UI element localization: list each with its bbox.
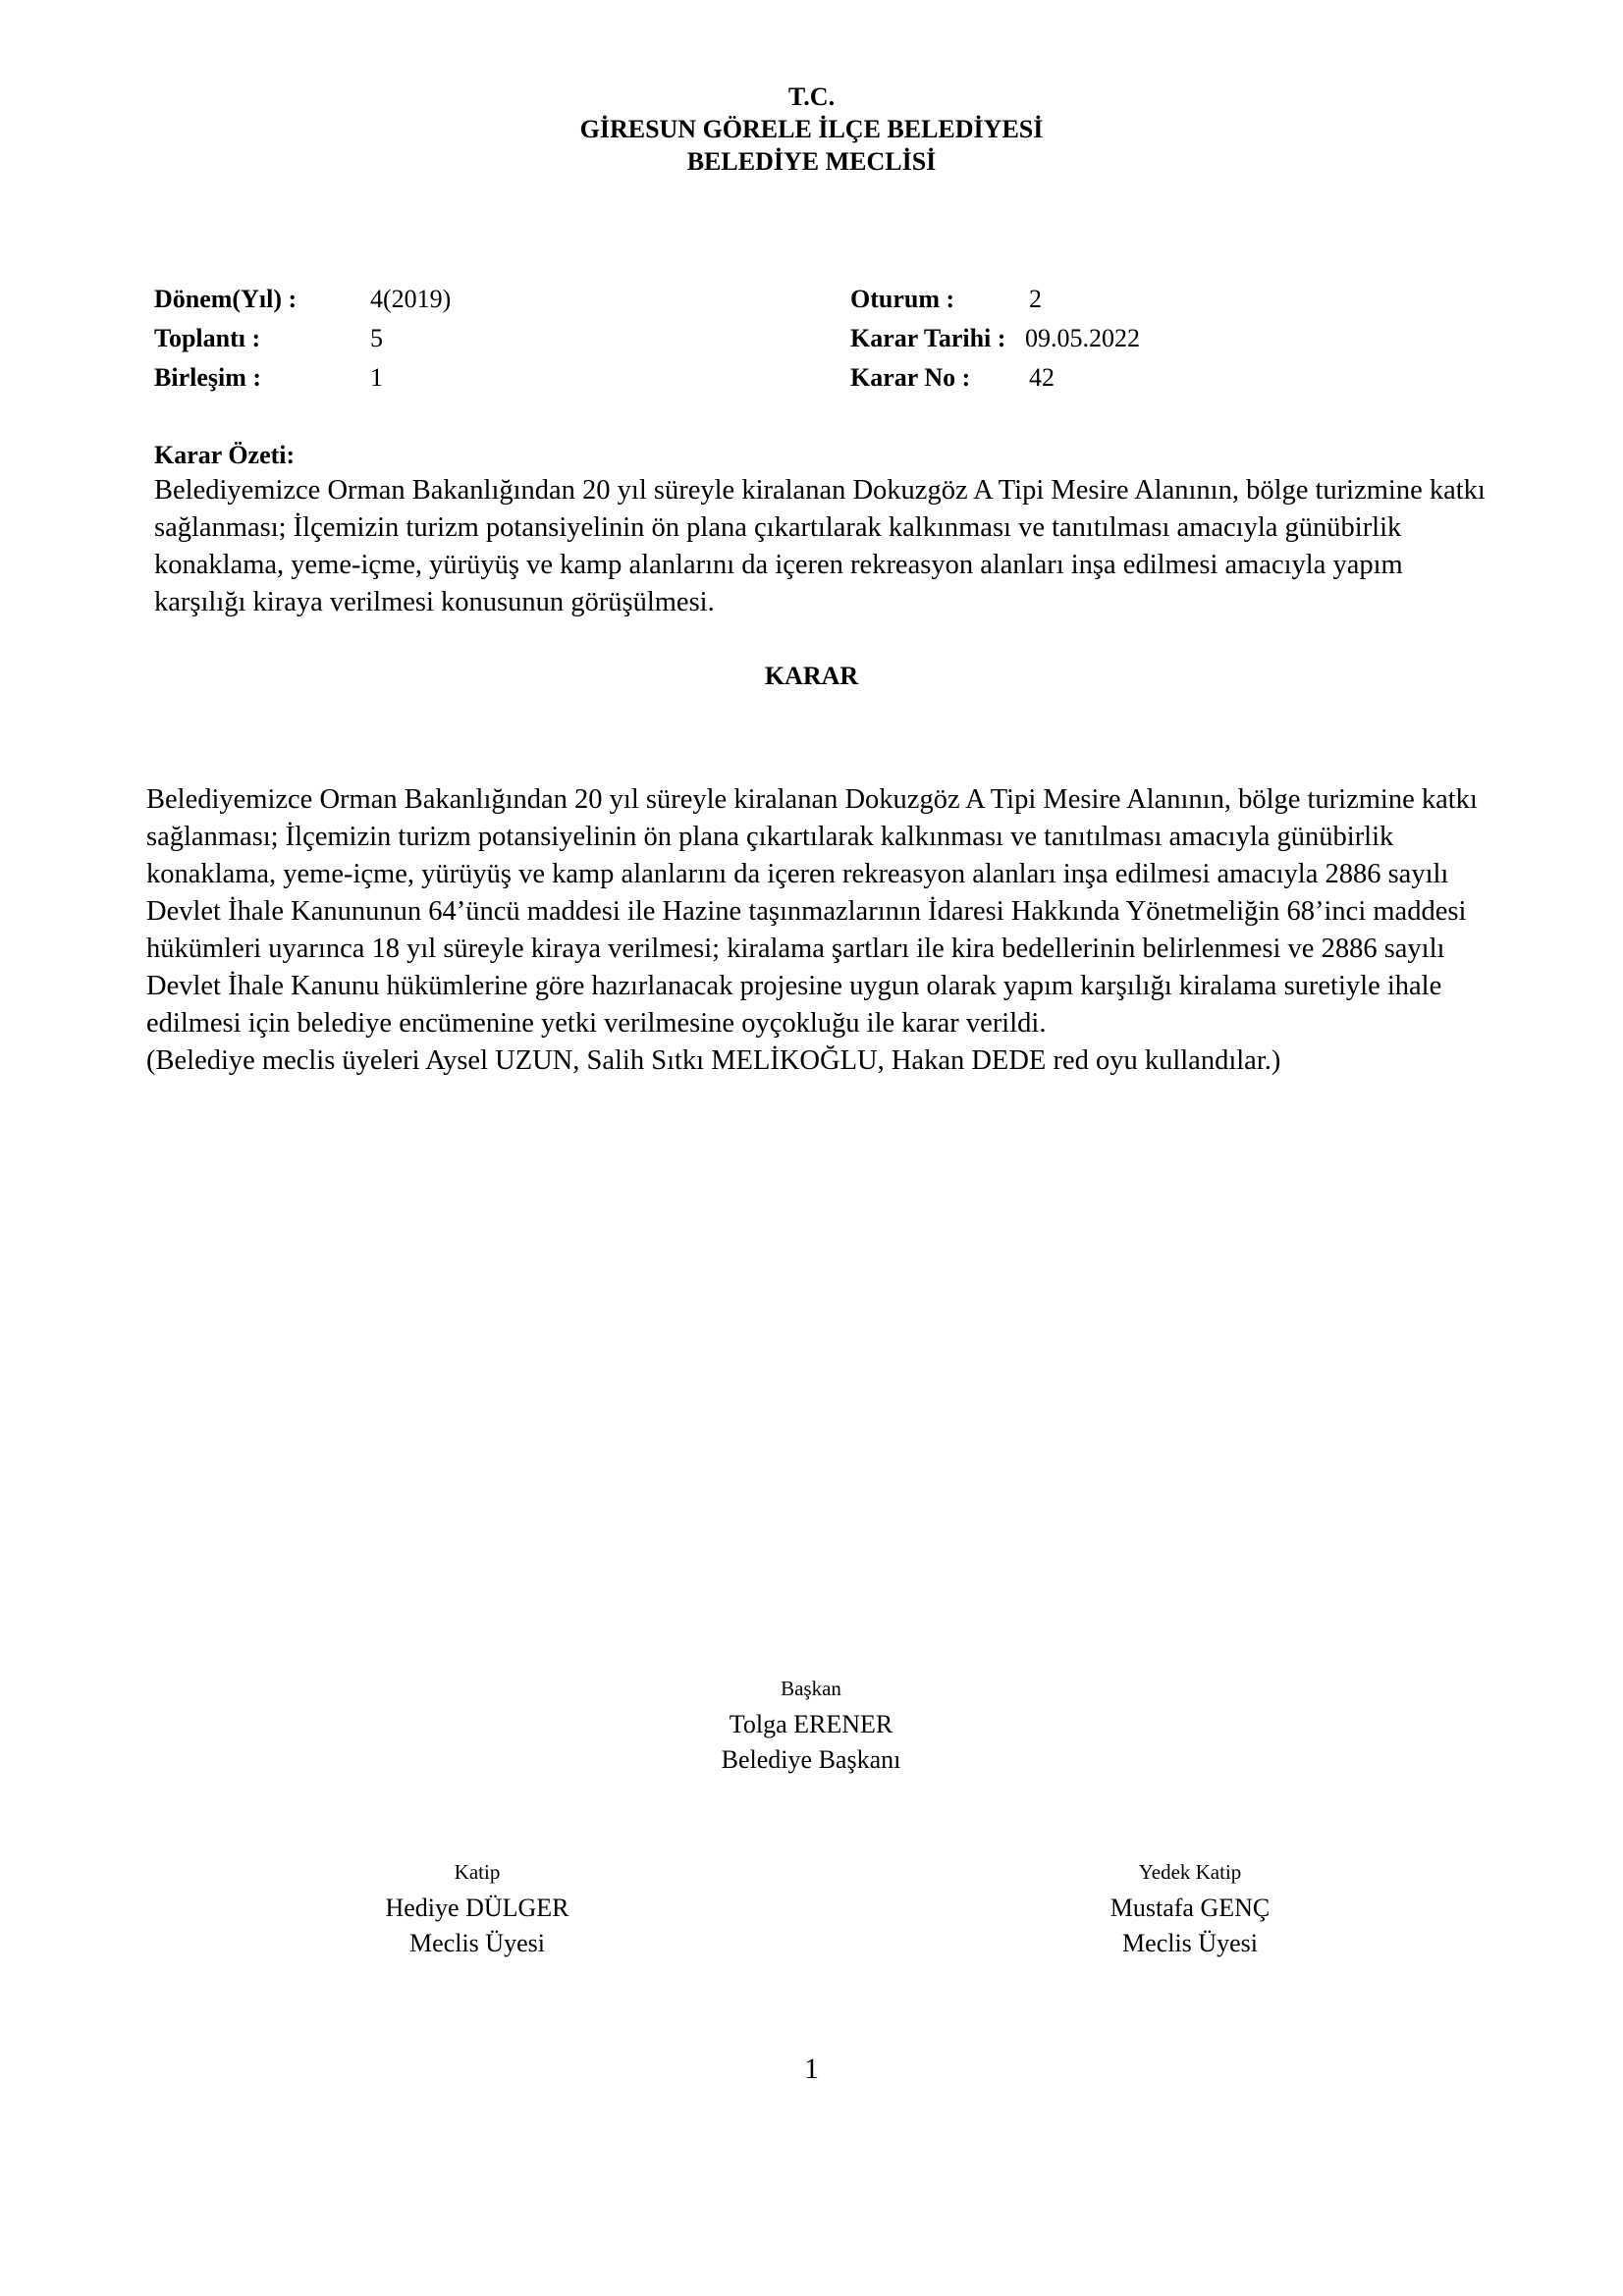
document-header — [0, 80, 1623, 178]
donem-label: Dönem(Yıl) : — [154, 285, 298, 313]
oturum-value: 2 — [1029, 285, 1042, 313]
summary-text: Belediyemizce Orman Bakanlığından 20 yıl süreyle kiralanan Dokuzgöz A Tipi Mesire Alanının, bölge turizmine katkı sağlanması; İlçemizin turizm potansiyelinin ön plana çıkartılarak kalkınması ve tanıtılması amacıyla günübirlik konaklama, yeme-içme, yürüyüş ve kamp alanlarını da içeren rekreasyon alanları inşa edilmesi amacıyla yapım karşılığı kiraya verilmesi konusunun görüşülmesi. — [154, 475, 1486, 617]
header-tc: T.C. — [787, 82, 836, 111]
karar-tarihi-label: Karar Tarihi : — [850, 324, 1006, 352]
meta-row-3 — [0, 358, 1623, 398]
donem-value: 4(2019) — [370, 285, 452, 313]
decision-note: (Belediye meclis üyeleri Aysel UZUN, Salih Sıtkı MELİKOĞLU, Hakan DEDE red oyu kullandılar.) — [146, 1045, 1281, 1076]
deputy-clerk-role: Yedek Katip — [1138, 1860, 1242, 1884]
decision-summary — [154, 439, 1489, 621]
deputy-clerk-title: Meclis Üyesi — [1122, 1929, 1258, 1957]
decision-text: Belediyemizce Orman Bakanlığından 20 yıl süreyle kiralanan Dokuzgöz A Tipi Mesire Alanının, bölge turizmine katkı sağlanması; İlçemizin turizm potansiyelinin ön plana çıkartılarak kalkınması ve tanıtılması amacıyla günübirlik konaklama, yeme-içme, yürüyüş ve kamp alanlarını da içeren rekreasyon alanları inşa edilmesi amacıyla 2886 sayılı Devlet İhale Kanununun 64’üncü maddesi ile Hazine taşınmazlarının İdaresi Hakkında Yönetmeliğin 68’inci maddesi hükümleri uyarınca 18 yıl süreyle kiraya verilmesi; kiralama şartları ile kira bedellerinin belirlenmesi ve 2886 sayılı Devlet İhale Kanunu hükümlerine göre hazırlanacak projesine uygun olarak yapım karşılığı kiralama suretiyle ihale edilmesi için belediye encümenine yetki verilmesine oyçokluğu ile karar verildi. — [146, 784, 1478, 1039]
deputy-clerk-signature — [994, 1857, 1386, 1961]
decision-heading: KARAR — [764, 662, 859, 690]
header-council: BELEDİYE MECLİSİ — [686, 147, 937, 176]
president-title: Belediye Başkanı — [721, 1745, 901, 1774]
birlesim-value: 1 — [370, 363, 383, 392]
clerk-role: Katip — [454, 1860, 501, 1884]
header-municipality: GİRESUN GÖRELE İLÇE BELEDİYESİ — [579, 115, 1044, 143]
toplanti-value: 5 — [370, 324, 383, 352]
karar-no-value: 42 — [1029, 363, 1055, 392]
deputy-clerk-name: Mustafa GENÇ — [1109, 1894, 1271, 1922]
president-name: Tolga ERENER — [729, 1710, 893, 1738]
president-role: Başkan — [781, 1677, 841, 1700]
birlesim-label: Birleşim : — [154, 363, 262, 392]
clerk-title: Meclis Üyesi — [409, 1929, 545, 1957]
karar-tarihi-value: 09.05.2022 — [1025, 324, 1140, 352]
decision-metadata — [0, 280, 1623, 402]
oturum-label: Oturum : — [850, 285, 955, 313]
meta-row-2 — [0, 319, 1623, 358]
meta-row-1 — [0, 280, 1623, 319]
decision-body — [146, 781, 1491, 1080]
summary-label: Karar Özeti: — [154, 441, 296, 469]
clerk-signature — [281, 1857, 674, 1961]
president-signature — [615, 1674, 1007, 1778]
page-number: 1 — [804, 2053, 819, 2085]
toplanti-label: Toplantı : — [154, 324, 261, 352]
karar-no-label: Karar No : — [850, 363, 971, 392]
clerk-name: Hediye DÜLGER — [385, 1894, 569, 1922]
